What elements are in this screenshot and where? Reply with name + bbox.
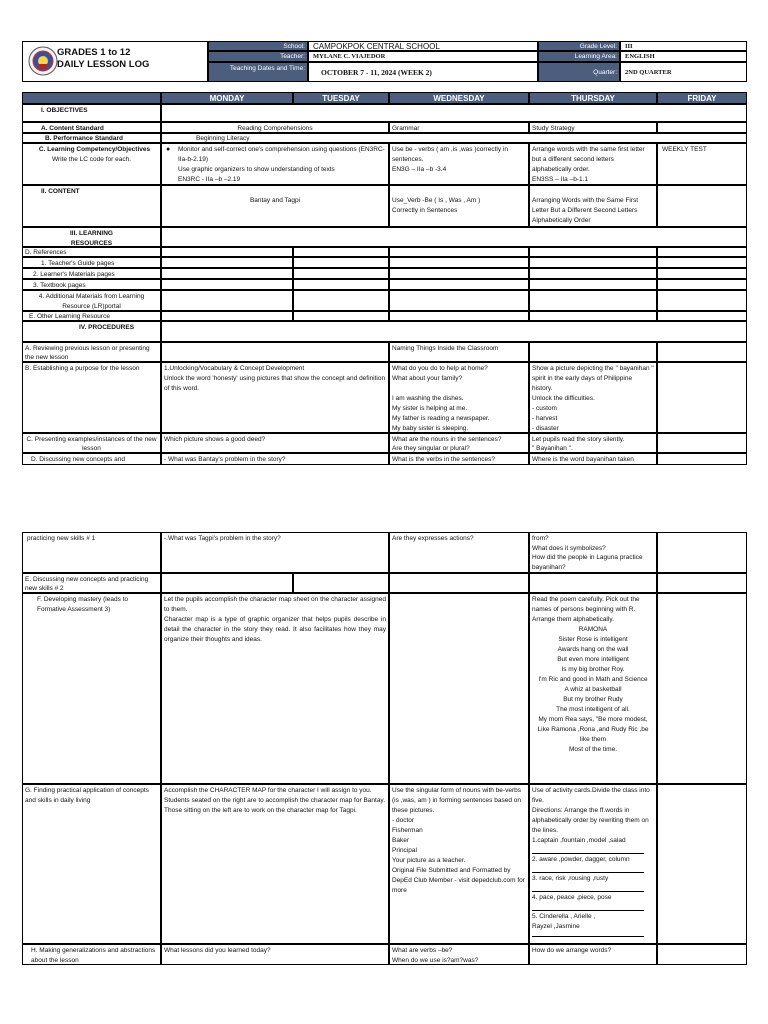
teacher-label: Teacher: (208, 51, 308, 62)
row-learning-resources: III. LEARNING RESOURCES (22, 227, 161, 247)
tb-wed (389, 279, 529, 290)
wed-competency: Use be - verbs ( am ,is ,was )correctly in sentences. EN3G – IIa –b -3.4 (389, 143, 529, 185)
wed-proc-h: What are verbs –be? When do we use is?am?was? (389, 944, 529, 965)
thu-content-standard: Study Strategy (529, 122, 657, 133)
learning-resources-blank (161, 227, 747, 247)
thu-proc-f-intro: Read the poem carefully. Pick out the names of persons beginning with R. Arrange them alphabetically. (532, 596, 640, 623)
thu-proc-e (529, 573, 657, 593)
fri-proc-b (657, 362, 747, 433)
mon-proc-d-2: -.What was Tagpi's problem in the story? (161, 532, 389, 573)
thu-item-3: 3. race, risk ,rousing ,rusty (532, 875, 609, 882)
tg-fri (657, 257, 747, 268)
day-header-wednesday: WEDNESDAY (389, 92, 529, 104)
thu-proc-g (529, 784, 657, 944)
row-proc-b: B. Establishing a purpose for the lesson (22, 362, 161, 433)
lm-fri (657, 268, 747, 279)
thu-proc-c: Let pupils read the story silently. " Bayanihan ". (529, 433, 657, 453)
row-content: II. CONTENT (22, 185, 161, 227)
row-tb: 3. Textbook pages (22, 279, 161, 290)
dates-value: OCTOBER 7 - 11, 2024 (WEEK 2) (308, 62, 538, 82)
day-header-blank (22, 92, 161, 104)
ref-mon (161, 247, 293, 257)
title-box (22, 41, 208, 82)
wed-proc-b: What do you do to help at home? What about your family? I am washing the dishes. My sister is helping at me. My father is reading a newspaper. My baby sister is sleeping. (389, 362, 529, 433)
thu-proc-a (529, 342, 657, 362)
tb-fri (657, 279, 747, 290)
lm-tue (293, 268, 389, 279)
day-header-thursday: THURSDAY (529, 92, 657, 104)
answer-line-1 (532, 846, 644, 854)
school-label: School: (208, 41, 308, 51)
mon-proc-a (161, 342, 389, 362)
day-header-tuesday: TUESDAY (293, 92, 389, 104)
ref-wed (389, 247, 529, 257)
thu-proc-f (529, 593, 657, 784)
mon-proc-d-1: - What was Bantay's problem in the story? (161, 453, 389, 465)
row-tg: 1. Teacher's Guide pages (22, 257, 161, 268)
wed-proc-d-1: What is the verbs in the sentences? (389, 453, 529, 465)
ref-tue (293, 247, 389, 257)
thu-poem: RAMONA Sister Rose is intelligent Awards hang on the wall But even more intelligent Is my big brother Roy. I'm Ric and good in Math and Science A whiz at basketball But my brother Rudy The most intelligent of all. My mom Rea says, "Be more modest, Like Ramona ,Rona ,and Rudy Ric ,be like them Most of the time. (537, 626, 649, 753)
row-proc-h: H. Making generalizations and abstractions about the lesson (22, 944, 161, 965)
thu-proc-g-text: Use of activity cards.Divide the class into five. Directions: Arrange the ff.words in alphabetically order by rewriting them on the lines. (532, 787, 650, 834)
fri-proc-g (657, 784, 747, 944)
tg-tue (293, 257, 389, 268)
deped-seal-icon (28, 46, 58, 76)
quarter-label: Quarter: (538, 62, 620, 82)
tb-mon (161, 279, 293, 290)
quarter-value: 2ND QUARTER (620, 62, 747, 82)
wed-proc-c: What are the nouns in the sentences? Are they singular or plural? (389, 433, 529, 453)
row-am: 4. Additional Materials from Learning Resource (LR)portal (22, 290, 161, 311)
am-fri (657, 290, 747, 311)
row-references: D. References (22, 247, 161, 257)
row-proc-g: G. Finding practical application of concepts and skills in daily living (22, 784, 161, 944)
fri-proc-c (657, 433, 747, 453)
olr-fri (657, 311, 747, 321)
wed-proc-a: Naming Things Inside the Classroom (389, 342, 529, 362)
title-line-1: GRADES 1 to 12 (57, 47, 131, 58)
tue-proc-e (293, 573, 389, 593)
mon-content: Bantay and Tagpi (161, 185, 389, 227)
row-proc-a: A. Reviewing previous lesson or presenting the new lesson (22, 342, 161, 362)
day-header-friday: FRIDAY (657, 92, 747, 104)
wed-content-standard: Grammar (389, 122, 529, 133)
mon-performance-standard: Beginning Literacy (161, 133, 747, 143)
fri-competency: WEEKLY TEST (657, 143, 747, 185)
olr-tue (293, 311, 389, 321)
mon-proc-c: Which picture shows a good deed? (161, 433, 389, 453)
fri-proc-d-1 (657, 453, 747, 465)
day-header-monday: MONDAY (161, 92, 293, 104)
area-value: ENGLISH (620, 51, 747, 62)
ref-thu (529, 247, 657, 257)
lm-mon (161, 268, 293, 279)
mon-proc-h: What lessons did you learned today? (161, 944, 389, 965)
thu-item-4: 4. pace, peace ,piece, pose (532, 894, 612, 901)
fri-proc-h (657, 944, 747, 965)
dates-label: Teaching Dates and Time: (208, 62, 308, 82)
mon-competency (161, 143, 389, 185)
row-objectives: I. OBJECTIVES (22, 104, 161, 122)
answer-line-2 (532, 865, 644, 873)
row-proc-c: C. Presenting examples/instances of the new lesson (22, 433, 161, 453)
thu-item-2: 2. aware ,powder, dagger, column (532, 856, 630, 863)
tg-thu (529, 257, 657, 268)
wed-content: Use_Verb -Be ( Is , Was , Am ) Correctly in Sentences (389, 185, 529, 227)
mon-competency-text: Monitor and self-correct one's comprehension using questions (EN3RC-IIa-b-2.19) Use graphic organizers to show understanding of texts EN3RC - IIa –b –2.19 (178, 146, 385, 183)
mon-proc-g: Accomplish the CHARACTER MAP for the character I will assign to you. Students seated on the right are to accomplish the character map for Bantay. Those sitting on the left are to work on the character map for Tagpi. (161, 784, 389, 944)
competency-label: C. Learning Competency/Objectives (38, 146, 151, 153)
objectives-blank (161, 104, 747, 122)
am-mon (161, 290, 293, 311)
bullet-icon: ● (166, 146, 171, 153)
row-proc-f: F. Developing mastery (leads to Formative Assessment 3) (22, 593, 161, 784)
am-wed (389, 290, 529, 311)
thu-proc-b: Show a picture depicting the " bayanihan " spirit in the early days of Philippine history. Unlock the difficulties. - custom - harvest - disaster (529, 362, 657, 433)
mon-proc-f: Let the pupils accomplish the character map sheet on the character assigned to them. Character map is a type of graphic organizer that helps pupils describe in detail the character in the story they read. It also facilitates how they may organize their thoughts and ideas. (161, 593, 389, 784)
title-line-2: DAILY LESSON LOG (57, 59, 150, 70)
fri-proc-f (657, 593, 747, 784)
tg-wed (389, 257, 529, 268)
wed-proc-d-2: Are they expresses actions? (389, 532, 529, 573)
tb-thu (529, 279, 657, 290)
grade-value: III (620, 41, 747, 51)
row-proc-d-1: D. Discussing new concepts and (22, 453, 161, 465)
lm-wed (389, 268, 529, 279)
tg-mon (161, 257, 293, 268)
row-performance-standard: B. Performance Standard (22, 133, 161, 143)
olr-wed (389, 311, 529, 321)
row-competency (22, 143, 161, 185)
row-lm: 2. Learner's Materials pages (22, 268, 161, 279)
row-content-standard: A. Content Standard (22, 122, 161, 133)
row-procedures: IV. PROCEDURES (22, 321, 161, 342)
row-olr: E. Other Learning Resource (22, 311, 161, 321)
teacher-value: MYLANE C. VIAJEDOR (308, 51, 538, 62)
fri-proc-d-2 (657, 532, 747, 573)
thu-proc-d-2: from? What does it symbolizes? How did the people in Laguna practice bayanihan? (529, 532, 657, 573)
thu-item-1: 1.captain ,fountain ,model ,salad (532, 837, 626, 844)
am-thu (529, 290, 657, 311)
answer-line-4 (532, 903, 644, 911)
am-tue (293, 290, 389, 311)
thu-proc-d-1: Where is the word bayanihan taken (529, 453, 657, 465)
area-label: Learning Area: (538, 51, 620, 62)
school-value: CAMPOKPOK CENTRAL SCHOOL (308, 41, 538, 51)
fri-proc-e (657, 573, 747, 593)
mon-proc-b: 1.Unlocking/Vocabulary & Concept Development Unlock the word 'honesty' using pictures that show the concept and definition of this word. (161, 362, 389, 433)
row-proc-d-2: practicing new skills # 1 (22, 532, 161, 573)
wed-proc-g: Use the singular form of nouns with be-verbs (is ,was, am ) in forming sentences based on these pictures. - doctor Fisherman Baker Principal Your picture as a teacher. Original File Submitted and Formatted by DepEd Club Member - visit depedclub.com for more (389, 784, 529, 944)
olr-thu (529, 311, 657, 321)
tb-tue (293, 279, 389, 290)
fri-proc-a (657, 342, 747, 362)
thu-competency: Arrange words with the same first letter but a different second letters alphabetically order. EN3SS – IIa –b-1.1 (529, 143, 657, 185)
row-proc-e: E. Discussing new concepts and practicing new skills # 2 (22, 573, 161, 593)
thu-item-5: 5. Cinderella , Arielle , Rayzel ,Jasmine (532, 913, 596, 930)
procedures-blank (161, 321, 747, 342)
thu-content: Arranging Words with the Same First Letter But a Different Second Letters Alphabetically Order (529, 185, 657, 227)
olr-mon (161, 311, 293, 321)
fri-content (657, 185, 747, 227)
answer-line-3 (532, 884, 644, 892)
fri-content-standard (657, 122, 747, 133)
lm-thu (529, 268, 657, 279)
mon-content-standard: Reading Comprehensions (161, 122, 389, 133)
answer-line-5 (532, 932, 644, 937)
wed-proc-e (389, 573, 529, 593)
ref-fri (657, 247, 747, 257)
wed-proc-f (389, 593, 529, 784)
grade-label: Grade Level: (538, 41, 620, 51)
competency-note: Write the LC code for each. (51, 156, 131, 163)
thu-proc-h: How do we arrange words? (529, 944, 657, 965)
mon-proc-e (161, 573, 293, 593)
